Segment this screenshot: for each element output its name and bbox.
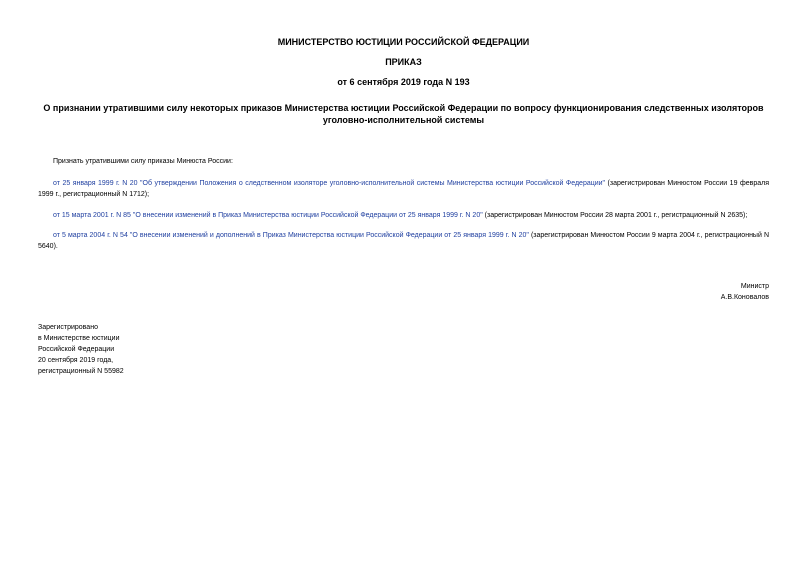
list-item xyxy=(38,230,769,252)
list-item xyxy=(38,178,769,200)
ministry-heading: МИНИСТЕРСТВО ЮСТИЦИИ РОССИЙСКОЙ ФЕДЕРАЦИИ xyxy=(277,37,530,47)
registration-line: регистрационный N 55982 xyxy=(38,368,124,375)
order-registration-text: (зарегистрирован Минюстом России 9 марта 2004 г., регистрационный N 5640). xyxy=(38,232,770,250)
signer-name: А.В.Коновалов xyxy=(720,294,769,301)
registration-line: Российской Федерации xyxy=(38,346,115,353)
registration-line: в Министерстве юстиции xyxy=(38,335,120,342)
order-link-3[interactable]: от 5 марта 2004 г. N 54 "О внесении изменений и дополнений в Приказ Министерства юстиции Российской Федерации от 25 января 1999 г. N 20" xyxy=(53,232,529,239)
order-registration-text: (зарегистрирован Минюстом России 19 февраля 1999 г., регистрационный N 1712); xyxy=(38,180,769,198)
date-number-heading: от 6 сентября 2019 года N 193 xyxy=(337,77,470,87)
signer-position: Министр xyxy=(740,283,769,290)
list-item xyxy=(38,210,769,221)
order-link-1[interactable]: от 25 января 1999 г. N 20 "Об утверждении Положения о следственном изоляторе уголовно-исполнительной системы Министерства юстиции Российской Федерации" xyxy=(53,180,606,187)
order-registration-text: (зарегистрирован Минюстом России 28 марта 2001 г., регистрационный N 2635); xyxy=(482,212,748,219)
registration-line: 20 сентября 2019 года, xyxy=(38,357,114,364)
doc-type-heading: ПРИКАЗ xyxy=(385,57,422,67)
document-subject: О признании утратившими силу некоторых приказов Министерства юстиции Российской Федерации по вопросу функционирования следственных изоляторов уголовно-исполнительной системы xyxy=(43,103,764,125)
registration-line: Зарегистрировано xyxy=(38,324,98,331)
registration-block xyxy=(38,322,124,377)
intro-paragraph: Признать утратившими силу приказы Минюста России: xyxy=(53,158,233,165)
order-link-2[interactable]: от 15 марта 2001 г. N 85 "О внесении изменений в Приказ Министерства юстиции Российской Федерации от 25 января 1999 г. N 20" xyxy=(53,212,483,219)
